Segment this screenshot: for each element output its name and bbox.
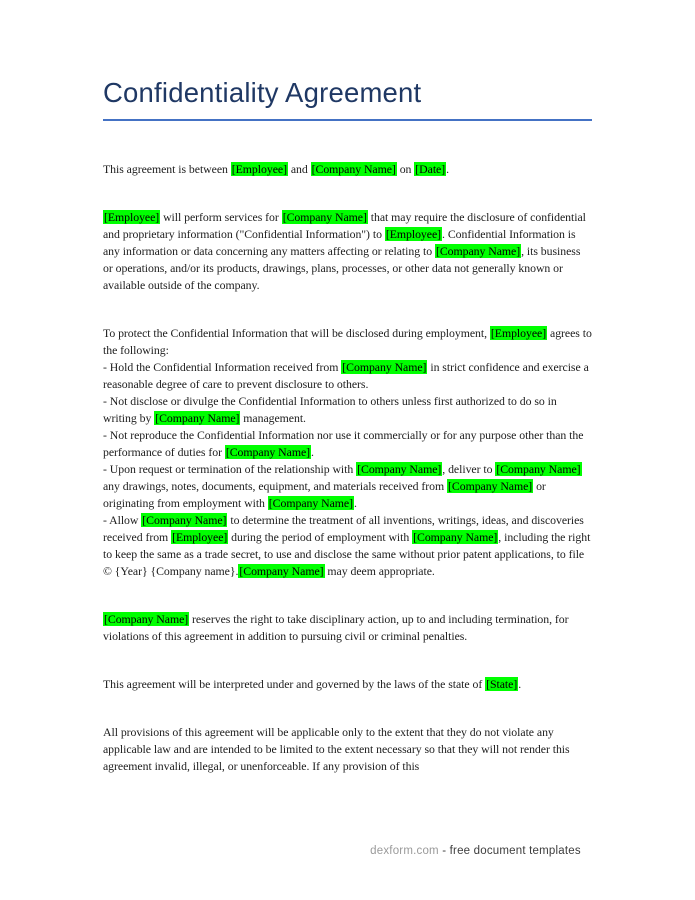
text-run: . Confidential Information is any information or data concerning any matters affecting or relating to	[103, 227, 576, 258]
placeholder-highlight: [Company Name]	[435, 244, 521, 258]
text-run: that may require the disclosure of confidential and proprietary information ("Confidential Information") to	[103, 210, 586, 241]
text-run: .	[518, 677, 522, 691]
page-footer	[0, 845, 695, 857]
text-run: management.	[240, 411, 306, 425]
text-run: All provisions of this agreement will be applicable only to the extent that they do not violate any applicable law and are intended to be limited to the extent necessary so that they will not render this agreement invalid, illegal, or unenforceable. If any provision of this	[103, 725, 570, 773]
paragraph	[103, 676, 592, 693]
placeholder-highlight: [Employee]	[172, 530, 228, 544]
text-run: - Not reproduce the Confidential Information nor use it commercially or for any purpose other than the performance of duties for	[103, 428, 584, 459]
paragraph	[103, 209, 592, 294]
text-run: .	[446, 162, 450, 176]
paragraph-line	[103, 676, 592, 693]
text-run: to determine the treatment of all inventions, writings, ideas, and discoveries received from	[103, 513, 584, 544]
placeholder-highlight: [Company Name]	[413, 530, 498, 544]
document-title: Confidentiality Agreement	[103, 76, 592, 121]
placeholder-highlight: [Company Name]	[311, 162, 396, 176]
paragraph	[103, 325, 592, 580]
placeholder-highlight: [Employee]	[231, 162, 287, 176]
paragraph-line	[103, 611, 592, 645]
paragraph-line	[103, 512, 592, 580]
text-run: agrees to the following:	[103, 326, 592, 357]
placeholder-highlight: [Company Name]	[239, 564, 324, 578]
text-run: This agreement is between	[103, 162, 231, 176]
placeholder-highlight: [Employee]	[385, 227, 442, 241]
text-run: any drawings, notes, documents, equipment, and materials received from	[103, 479, 448, 493]
paragraph-line	[103, 427, 592, 461]
placeholder-highlight: [Company Name]	[496, 462, 581, 476]
paragraph-line	[103, 209, 592, 294]
text-run: on	[396, 162, 415, 176]
placeholder-highlight: [Date]	[415, 162, 446, 176]
text-run: during the period of employment with	[228, 530, 413, 544]
text-run: .	[353, 496, 357, 510]
placeholder-highlight: [Company Name]	[448, 479, 533, 493]
paragraph-line	[103, 325, 592, 359]
paragraph	[103, 161, 592, 178]
document-body	[103, 161, 592, 775]
text-run: or originating from employment with	[103, 479, 546, 510]
paragraph-line	[103, 724, 592, 775]
placeholder-highlight: [Company Name]	[268, 496, 353, 510]
text-run: - Hold the Confidential Information received from	[103, 360, 342, 374]
text-run: will perform services for	[160, 210, 282, 224]
text-run: To protect the Confidential Information that will be disclosed during employment,	[103, 326, 490, 340]
text-run: , including the right to keep the same as a trade secret, to use and disclose the same without prior patent applications, to file © {Year} {Company name}.	[103, 530, 591, 578]
paragraph-line	[103, 359, 592, 393]
placeholder-highlight: [Company Name]	[104, 612, 189, 626]
text-run: - Allow	[103, 513, 142, 527]
paragraph-line	[103, 393, 592, 427]
placeholder-highlight: [Company Name]	[357, 462, 442, 476]
text-run: in strict confidence and exercise a reasonable degree of care to prevent disclosure to others.	[103, 360, 589, 391]
placeholder-highlight: [Company Name]	[342, 360, 427, 374]
text-run: , its business or operations, and/or its products, drawings, plans, processes, or other data not generally known or available outside of the company.	[103, 244, 581, 292]
placeholder-highlight: [Employee]	[490, 326, 547, 340]
placeholder-highlight: [Company Name]	[282, 210, 367, 224]
paragraph-line	[103, 461, 592, 512]
paragraph	[103, 724, 592, 775]
footer-link[interactable]: dexform.com	[370, 845, 439, 857]
text-run: may deem appropriate.	[324, 564, 435, 578]
footer-text: - free document templates	[438, 845, 581, 857]
placeholder-highlight: [State]	[486, 677, 518, 691]
paragraph-line	[103, 161, 592, 178]
text-run: This agreement will be interpreted under and governed by the laws of the state of	[103, 677, 486, 691]
placeholder-highlight: [Company Name]	[225, 445, 311, 459]
placeholder-highlight: [Company Name]	[155, 411, 240, 425]
text-run: reserves the right to take disciplinary action, up to and including termination, for violations of this agreement in addition to pursuing civil or criminal penalties.	[103, 612, 569, 643]
text-run: , deliver to	[442, 462, 496, 476]
placeholder-highlight: [Employee]	[104, 210, 160, 224]
paragraph	[103, 611, 592, 645]
text-run: - Not disclose or divulge the Confidential Information to others unless first authorized to do so in writing by	[103, 394, 557, 425]
text-run: - Upon request or termination of the relationship with	[103, 462, 357, 476]
text-run: .	[311, 445, 314, 459]
placeholder-highlight: [Company Name]	[142, 513, 227, 527]
text-run: and	[287, 162, 311, 176]
